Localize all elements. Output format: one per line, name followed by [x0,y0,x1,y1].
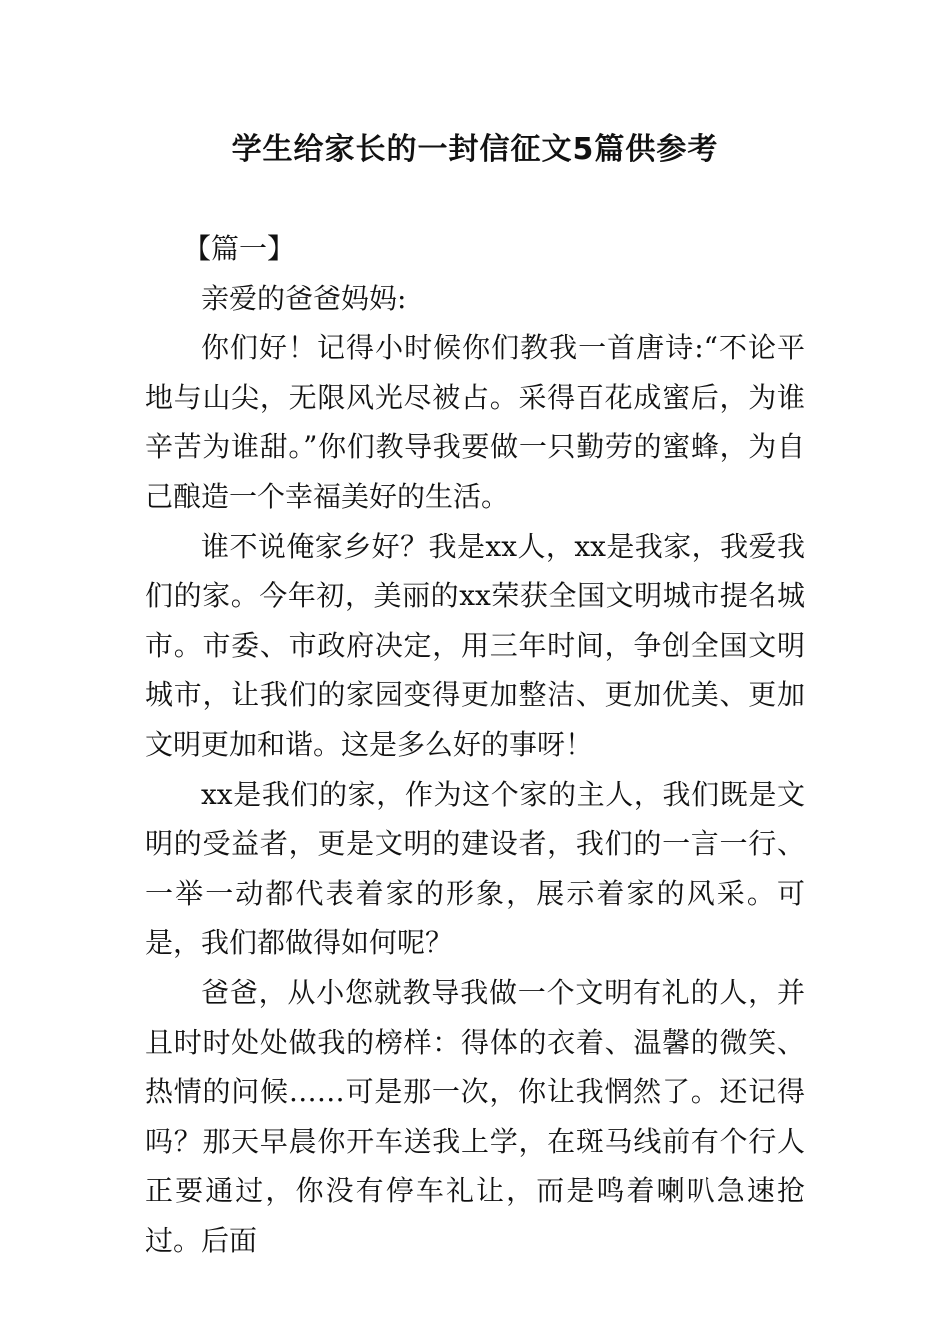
body-paragraph: 爸爸，从小您就教导我做一个文明有礼的人，并且时时处处做我的榜样：得体的衣着、温馨的微笑、热情的问候……可是那一次，你让我惘然了。还记得吗？那天早晨你开车送我上学，在斑马线前有个行人正要通过，你没有停车礼让，而是鸣着喇叭急速抢过。后面 [145,975,805,1257]
section-label: 【篇一】 [183,232,296,265]
document-title: 学生给家长的一封信征文5篇供参考 [231,132,719,167]
body-paragraph: 谁不说俺家乡好？我是xx人，xx是我家，我爱我们的家。今年初，美丽的xx荣获全国文明城市提名城市。市委、市政府决定，用三年时间，争创全国文明城市，让我们的家园变得更加整洁、更加优美、更加文明更加和谐。这是多么好的事呀！ [145,529,805,761]
document-body [145,224,805,1265]
salutation-paragraph: 亲爱的爸爸妈妈: [201,281,407,315]
body-paragraph: 你们好！记得小时候你们教我一首唐诗:“不论平地与山尖，无限风光尽被占。采得百花成蜜后，为谁辛苦为谁甜。”你们教导我要做一只勤劳的蜜蜂，为自己酿造一个幸福美好的生活。 [145,331,805,513]
body-paragraph: xx是我们的家，作为这个家的主人，我们既是文明的受益者，更是文明的建设者，我们的一言一行、一举一动都代表着家的形象，展示着家的风采。可是，我们都做得如何呢？ [145,777,805,960]
